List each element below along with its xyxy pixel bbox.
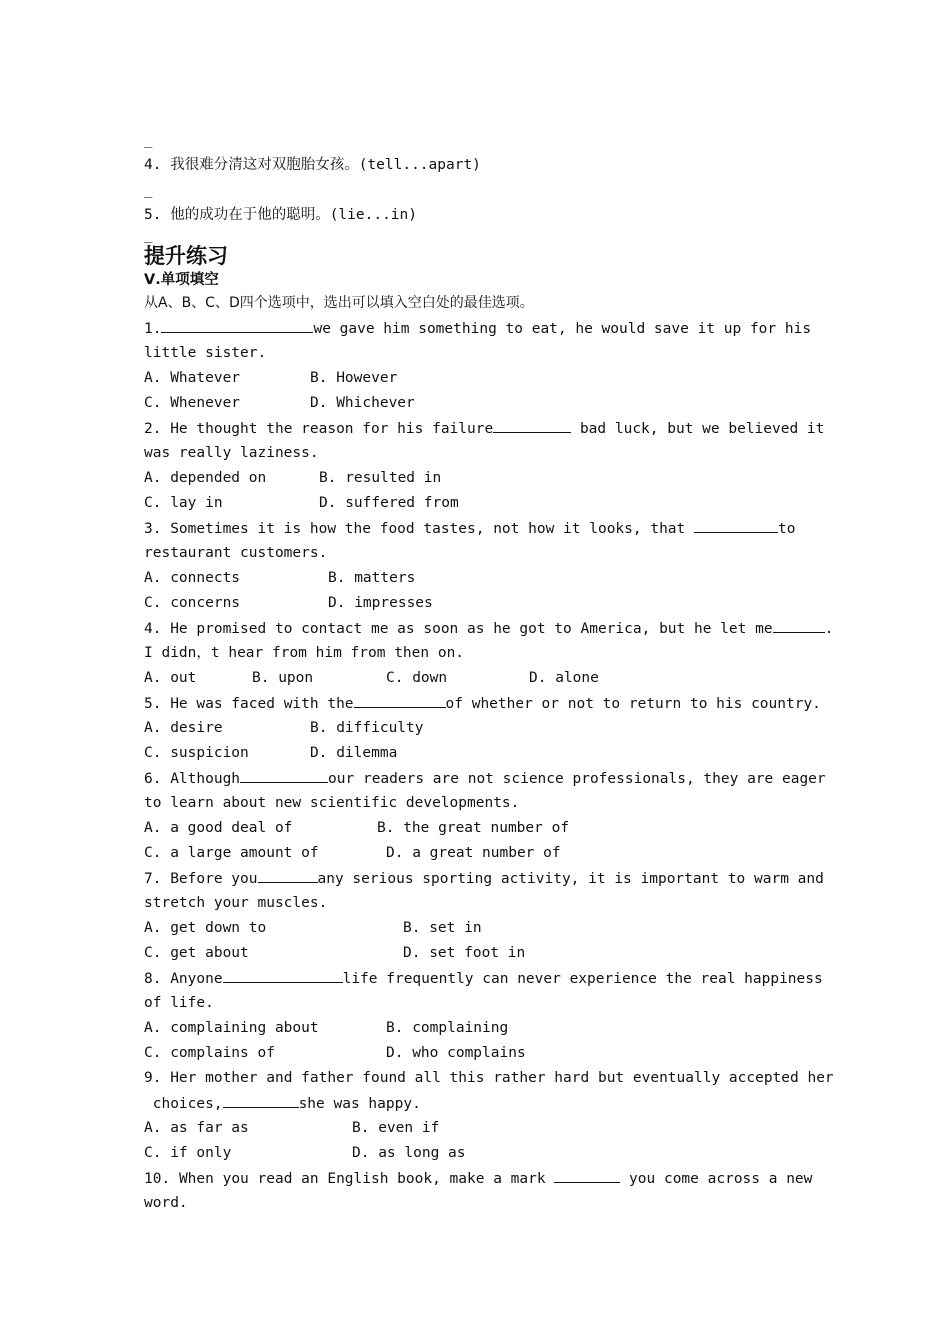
translation-item-4: 4. 我很难分清这对双胞胎女孩。(tell...apart)	[144, 157, 481, 173]
options-9-row2	[144, 1141, 808, 1166]
options-2-row2	[144, 491, 808, 516]
option-d: D. suffered from	[319, 495, 459, 511]
document-page	[144, 128, 834, 1216]
fill-blank	[554, 1166, 620, 1183]
option-d: D. as long as	[352, 1145, 466, 1161]
question-2: 2. He thought the reason for his failure bad luck, but we believed it	[144, 416, 808, 441]
options-4-row	[144, 666, 808, 691]
option-c: C. a large amount of	[144, 845, 319, 861]
translation-item-5: 5. 他的成功在于他的聪明。(lie...in)	[144, 207, 417, 223]
options-5-row2	[144, 741, 808, 766]
fill-blank	[258, 866, 318, 883]
option-a: A. get down to	[144, 920, 267, 936]
options-1-row2	[144, 391, 808, 416]
fill-blank	[223, 966, 343, 983]
option-b: B. matters	[328, 570, 416, 586]
question-4: 4. He promised to contact me as soon as he got to America, but he let me .	[144, 616, 808, 641]
fill-blank	[223, 1091, 299, 1108]
question-10-cont: word.	[144, 1195, 188, 1211]
option-c: C. Whenever	[144, 395, 241, 411]
option-a: A. connects	[144, 570, 241, 586]
fill-blank	[240, 766, 328, 783]
option-a: A. a good deal of	[144, 820, 293, 836]
option-a: A. Whatever	[144, 370, 241, 386]
question-6: 6. Although our readers are not science professionals, they are eager	[144, 766, 808, 791]
option-d: D. Whichever	[310, 395, 415, 411]
option-a: A. depended on	[144, 470, 267, 486]
option-c: C. suspicion	[144, 745, 249, 761]
options-6-row2	[144, 841, 808, 866]
fill-blank	[161, 316, 313, 333]
question-8-cont: of life.	[144, 995, 214, 1011]
answer-blank-line: _	[144, 182, 153, 198]
option-b: B. upon	[252, 670, 314, 686]
fill-blank	[694, 516, 778, 533]
options-8-row1	[144, 1016, 808, 1041]
question-1-cont: little sister.	[144, 345, 267, 361]
question-3: 3. Sometimes it is how the food tastes, not how it looks, that to	[144, 516, 808, 541]
option-b: B. even if	[352, 1120, 440, 1136]
option-d: D. dilemma	[310, 745, 398, 761]
section-subtitle: Ⅴ.单项填空	[144, 272, 219, 288]
options-9-row1	[144, 1116, 808, 1141]
fill-blank	[773, 616, 825, 633]
answer-blank-line: _	[144, 227, 153, 243]
section-title: 提升练习	[144, 244, 228, 268]
options-3-row1	[144, 566, 808, 591]
question-10: 10. When you read an English book, make a mark you come across a new	[144, 1166, 808, 1191]
question-9: 9. Her mother and father found all this rather hard but eventually accepted her	[144, 1070, 834, 1086]
options-3-row2	[144, 591, 808, 616]
options-1-row1	[144, 366, 808, 391]
question-4-cont: I didn，t hear from him from then on.	[144, 645, 465, 661]
option-c: C. lay in	[144, 495, 223, 511]
option-b: B. resulted in	[319, 470, 442, 486]
option-b: B. the great number of	[377, 820, 570, 836]
question-6-cont: to learn about new scientific developments.	[144, 795, 520, 811]
option-d: D. alone	[529, 670, 599, 686]
options-6-row1	[144, 816, 808, 841]
option-d: D. impresses	[328, 595, 433, 611]
options-5-row1	[144, 716, 808, 741]
question-3-cont: restaurant customers.	[144, 545, 328, 561]
option-a: A. as far as	[144, 1120, 249, 1136]
option-d: D. a great number of	[386, 845, 561, 861]
option-c: C. complains of	[144, 1045, 275, 1061]
question-7: 7. Before you any serious sporting activity, it is important to warm and	[144, 866, 808, 891]
question-5: 5. He was faced with the of whether or not to return to his country.	[144, 691, 808, 716]
question-7-cont: stretch your muscles.	[144, 895, 328, 911]
question-9-cont: choices, she was happy.	[144, 1091, 808, 1116]
option-a: A. out	[144, 670, 197, 686]
option-c: C. down	[386, 670, 448, 686]
option-d: D. who complains	[386, 1045, 526, 1061]
option-c: C. get about	[144, 945, 249, 961]
option-b: B. However	[310, 370, 398, 386]
question-1: 1. we gave him something to eat, he would save it up for his	[144, 316, 808, 341]
options-2-row1	[144, 466, 808, 491]
options-7-row1	[144, 916, 808, 941]
option-b: B. difficulty	[310, 720, 424, 736]
fill-blank	[493, 416, 571, 433]
option-a: A. complaining about	[144, 1020, 319, 1036]
answer-blank-line: _	[144, 132, 153, 148]
question-8: 8. Anyone life frequently can never experience the real happiness	[144, 966, 808, 991]
option-b: B. complaining	[386, 1020, 509, 1036]
option-a: A. desire	[144, 720, 223, 736]
option-d: D. set foot in	[403, 945, 526, 961]
option-c: C. if only	[144, 1145, 232, 1161]
instruction: 从A、B、C、D四个选项中，选出可以填入空白处的最佳选项。	[144, 295, 534, 311]
options-7-row2	[144, 941, 808, 966]
option-b: B. set in	[403, 920, 482, 936]
fill-blank	[354, 691, 446, 708]
options-8-row2	[144, 1041, 808, 1066]
option-c: C. concerns	[144, 595, 241, 611]
question-2-cont: was really laziness.	[144, 445, 319, 461]
